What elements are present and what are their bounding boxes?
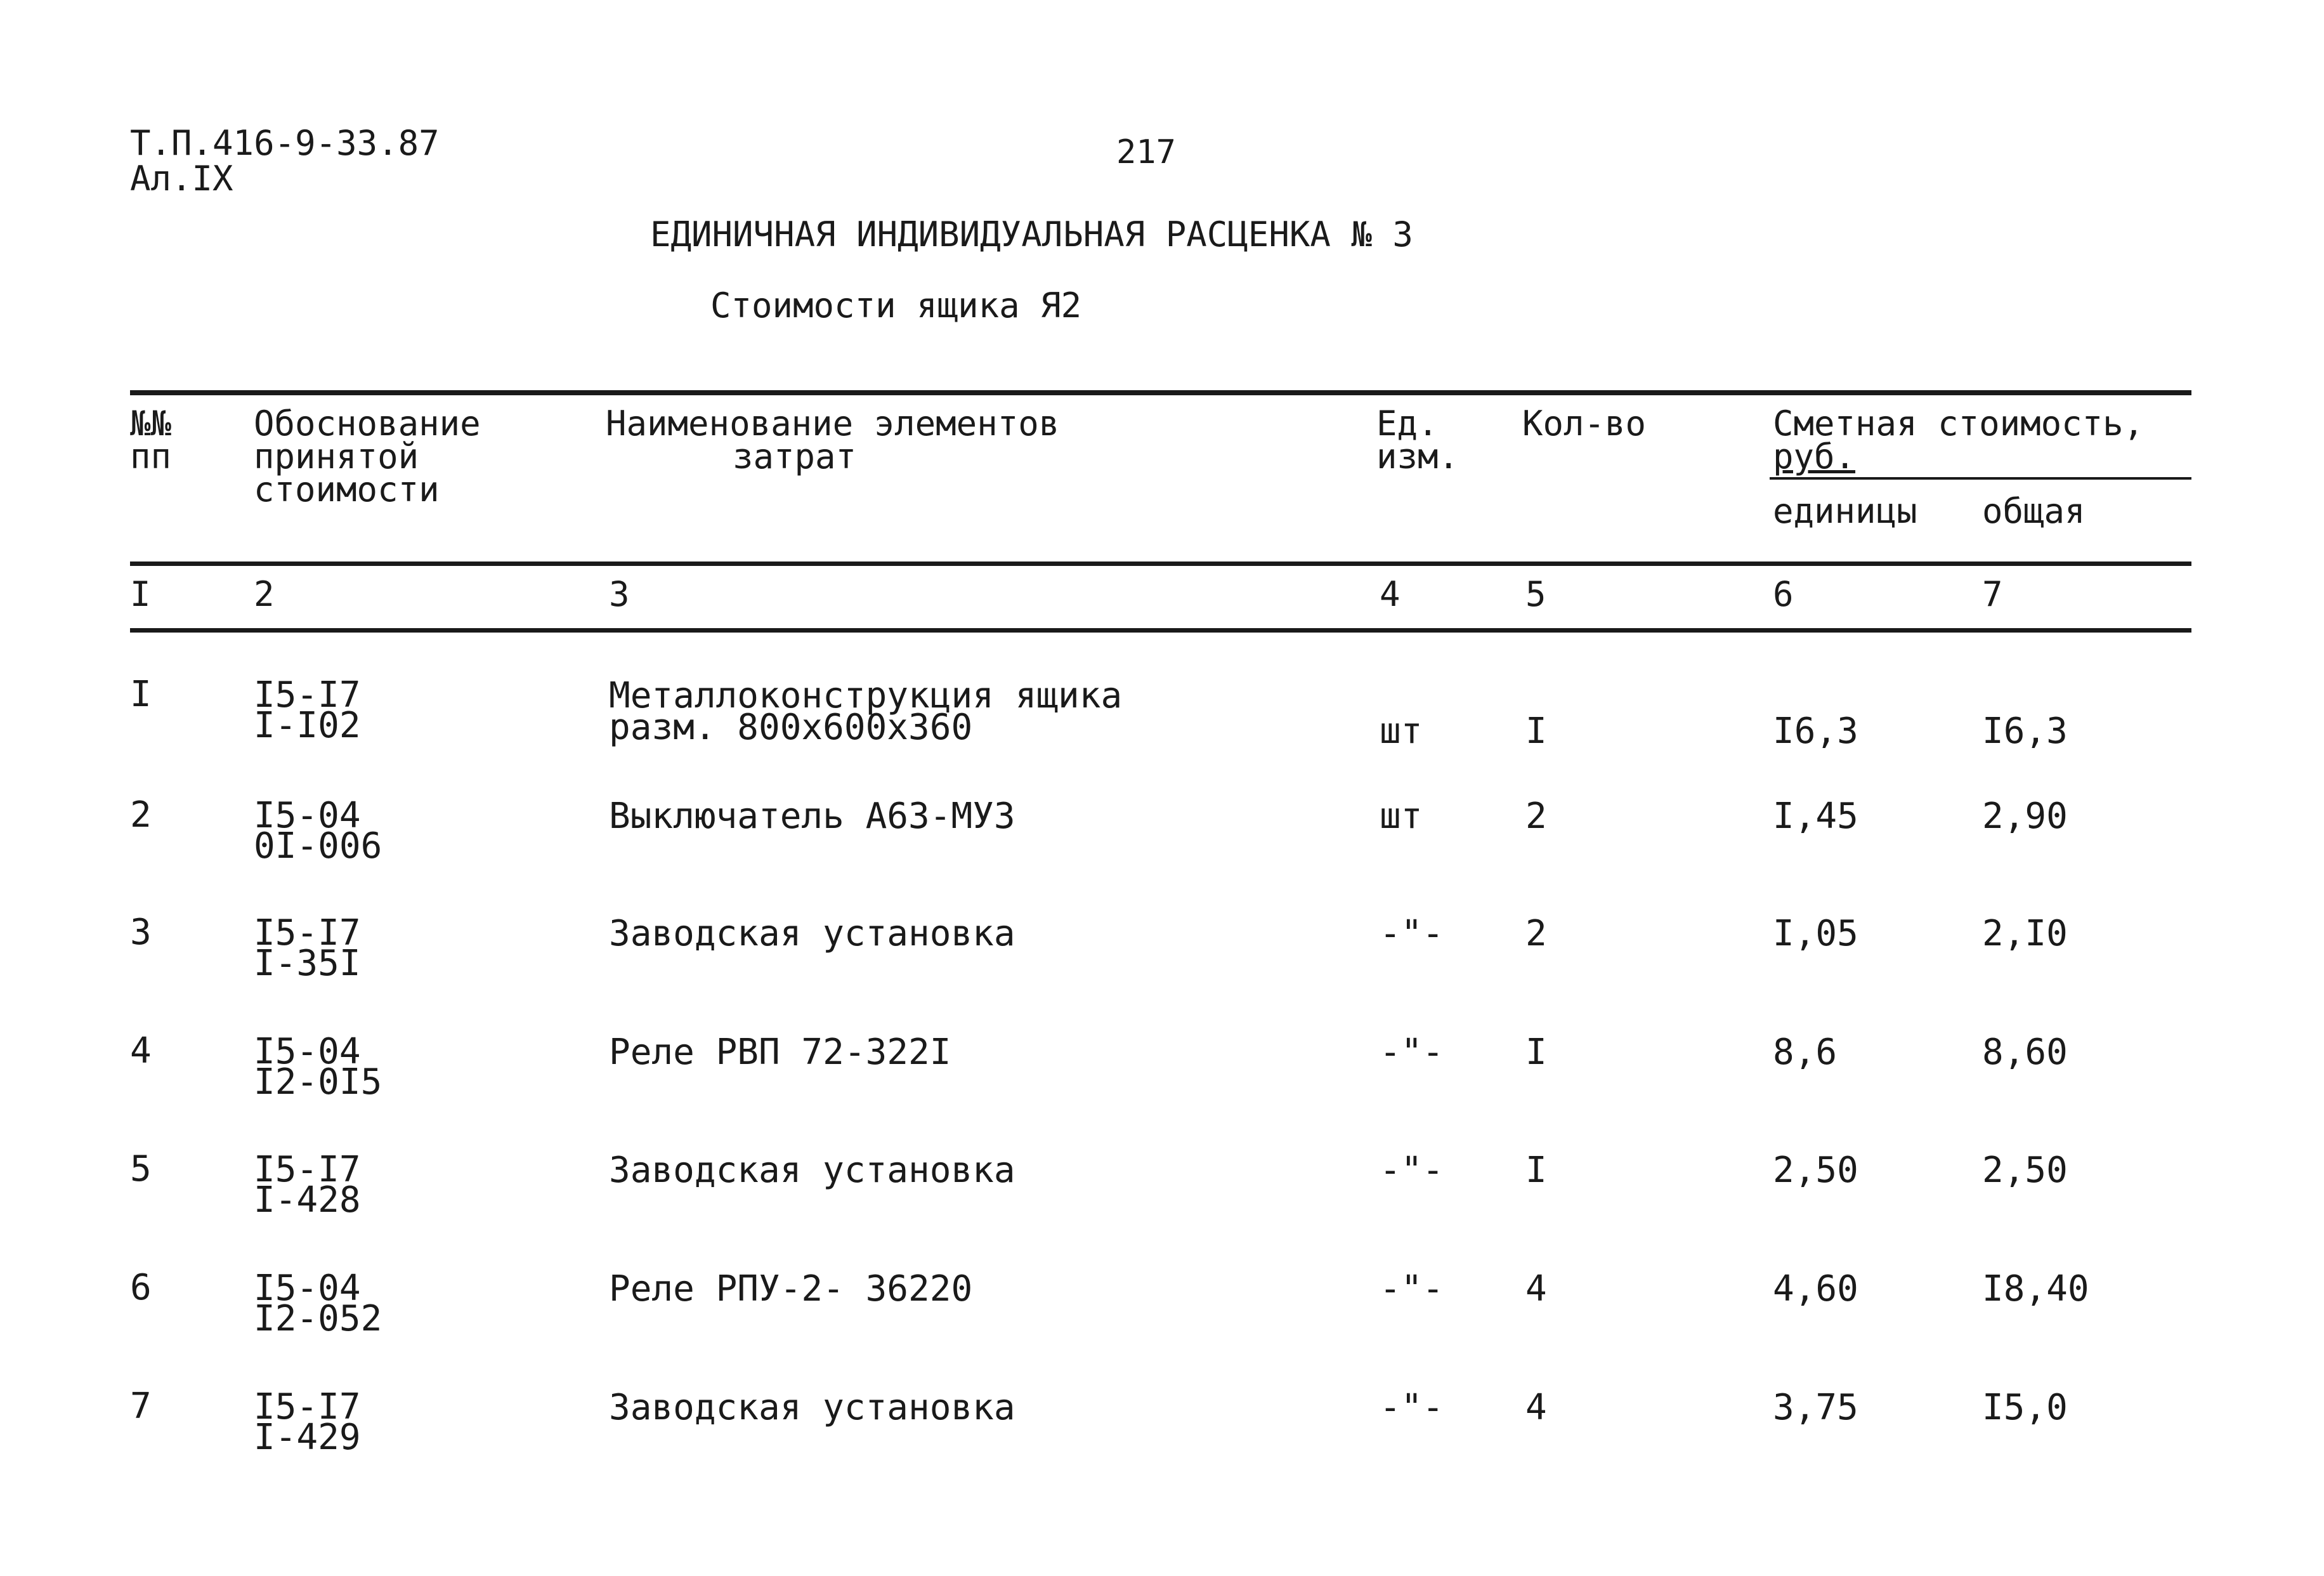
column-number-2: 2: [254, 574, 275, 614]
document-reference: [130, 123, 440, 199]
row-justification: I5-I7 I-I02: [254, 674, 361, 746]
column-number-4: 4: [1380, 574, 1400, 614]
row-quantity: 2: [1525, 796, 1547, 837]
row-unit: -"-: [1380, 913, 1444, 954]
row-justification: I5-I7 I-429: [254, 1386, 361, 1458]
row-name: Заводская установка: [609, 1387, 1015, 1428]
header-col-unit: Ед. изм.: [1376, 404, 1459, 476]
row-quantity: 2: [1525, 913, 1547, 954]
column-number-6: 6: [1773, 574, 1794, 614]
row-justification: I5-04 I2-052: [254, 1268, 382, 1339]
row-unit: -"-: [1380, 1150, 1444, 1191]
row-name: Выключатель А63-МУ3: [609, 796, 1015, 837]
header-bottom-rule: [130, 561, 2191, 566]
row-unit: -"-: [1380, 1387, 1444, 1428]
row-name: Металлоконструкция ящика разм. 800x600x360: [609, 675, 1123, 748]
column-number-1: I: [130, 574, 151, 614]
table-top-rule: [130, 390, 2191, 395]
header-col-name: Наименование элементов затрат: [606, 404, 1060, 476]
row-name: Заводская установка: [609, 1150, 1015, 1191]
row-number: 6: [130, 1267, 152, 1308]
row-unit-cost: I6,3: [1773, 711, 1858, 752]
row-total-cost: 8,60: [1982, 1032, 2068, 1073]
row-name: Реле РПУ-2- 36220: [609, 1268, 973, 1310]
row-justification: I5-I7 I-35I: [254, 912, 361, 984]
row-number: 4: [130, 1030, 152, 1072]
header-col-justification: Обоснование принятой стоимости: [254, 404, 481, 509]
row-unit: шт: [1380, 711, 1423, 752]
row-justification: I5-I7 I-428: [254, 1149, 361, 1221]
page-title: ЕДИНИЧНАЯ ИНДИВИДУАЛЬНАЯ РАСЦЕНКА № 3: [650, 214, 1413, 254]
row-unit: -"-: [1380, 1268, 1444, 1310]
cost-subheader-rule: [1770, 477, 2191, 480]
row-total-cost: I6,3: [1982, 711, 2068, 752]
row-number: 3: [130, 912, 152, 953]
row-name: Реле РВП 72-322I: [609, 1032, 951, 1073]
header-col-quantity: Кол-во: [1522, 404, 1647, 443]
row-unit-cost: I,05: [1773, 913, 1858, 954]
row-total-cost: I8,40: [1982, 1268, 2089, 1310]
row-unit: шт: [1380, 796, 1423, 837]
column-number-7: 7: [1982, 574, 2003, 614]
header-col-unit-cost: единицы: [1773, 491, 1917, 531]
row-quantity: 4: [1525, 1387, 1547, 1428]
row-total-cost: 2,I0: [1982, 913, 2068, 954]
row-number: 5: [130, 1148, 152, 1190]
header-col-total-cost: общая: [1982, 491, 2086, 531]
row-unit-cost: 2,50: [1773, 1150, 1858, 1191]
doc-ref-line1: Т.П.416-9-33.87: [130, 123, 440, 163]
row-quantity: 4: [1525, 1268, 1547, 1310]
row-number: 7: [130, 1386, 152, 1427]
row-justification: I5-04 I2-0I5: [254, 1031, 382, 1103]
row-unit-cost: 4,60: [1773, 1268, 1858, 1310]
row-total-cost: 2,50: [1982, 1150, 2068, 1191]
row-quantity: I: [1525, 1150, 1547, 1191]
row-unit: -"-: [1380, 1032, 1444, 1073]
page-subtitle: Стоимости ящика Я2: [710, 286, 1082, 325]
row-unit-cost: I,45: [1773, 796, 1858, 837]
column-numbers-rule: [130, 628, 2191, 633]
row-justification: I5-04 0I-006: [254, 795, 382, 867]
column-number-3: 3: [609, 574, 630, 614]
row-number: I: [130, 674, 152, 715]
row-total-cost: 2,90: [1982, 796, 2068, 837]
doc-ref-line2: Ал.IX: [130, 159, 233, 199]
header-col-cost: Сметная стоимость, руб.: [1773, 404, 2144, 476]
header-col-number: №№ пп: [130, 404, 172, 476]
row-unit-cost: 3,75: [1773, 1387, 1858, 1428]
row-name: Заводская установка: [609, 913, 1015, 954]
row-number: 2: [130, 794, 152, 836]
column-number-5: 5: [1525, 574, 1546, 614]
row-unit-cost: 8,6: [1773, 1032, 1838, 1073]
row-quantity: I: [1525, 711, 1547, 752]
row-total-cost: I5,0: [1982, 1387, 2068, 1428]
page-number: 217: [1116, 133, 1176, 171]
row-quantity: I: [1525, 1032, 1547, 1073]
